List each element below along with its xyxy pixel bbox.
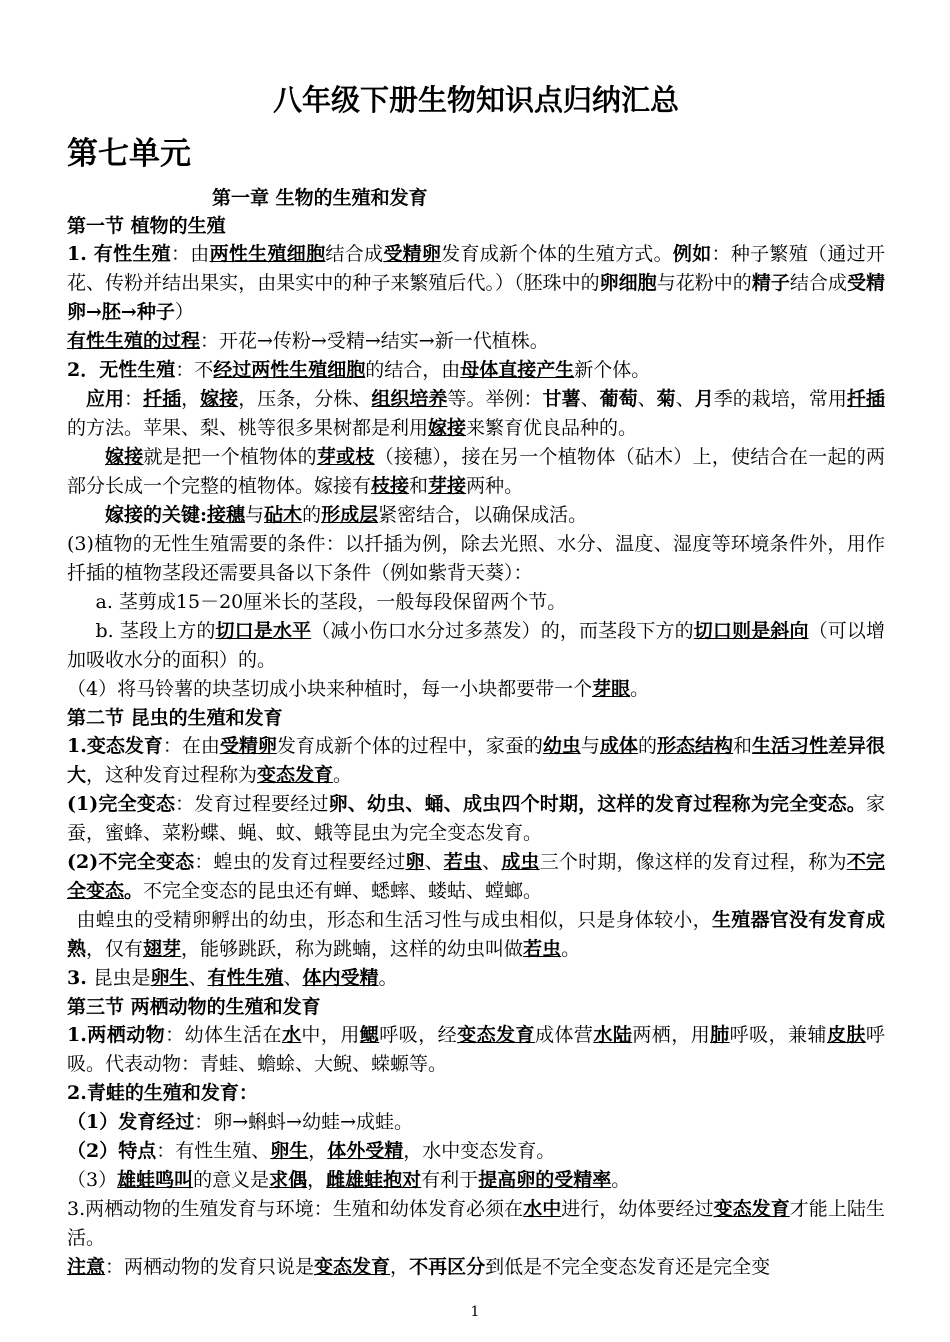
document-title: 八年级下册生物知识点归纳汇总 xyxy=(272,83,679,117)
paragraph-frog-traits: （2）特点：有性生殖、卵生，体外受精，水中变态发育。 xyxy=(67,1140,556,1162)
paragraph-sexual-reproduction: 1. 有性生殖：由两性生殖细胞结合成受精卵发育成新个体的生殖方式。例如：种子繁殖（通过开花、传粉并结出果实，由果实中的种子来繁殖后代。）（胚珠中的卵细胞与花粉中的精子结合成受精卵→胚→种子） xyxy=(67,243,885,323)
section-heading-plant-reproduction: 第一节 植物的生殖 xyxy=(67,215,226,237)
paragraph-asexual-reproduction: 2．无性生殖：不经过两性生殖细胞的结合，由母体直接产生新个体。 xyxy=(67,359,651,381)
paragraph-condition-a: a. 茎剪成15－20厘米长的茎段，一般每段保留两个节。 xyxy=(95,591,567,613)
document-page xyxy=(67,70,885,1282)
paragraph-frog-calling: （3）雄蛙鸣叫的意义是求偶，雌雄蛙抱对有利于提高卵的受精率。 xyxy=(67,1169,631,1191)
paragraph-frog-development: （1）发育经过：卵→蝌蚪→幼蛙→成蛙。 xyxy=(67,1111,413,1133)
page-number: 1 xyxy=(470,1304,480,1320)
paragraph-frog-heading: 2.青蛙的生殖和发育： xyxy=(67,1082,258,1104)
paragraph-complete-metamorphosis: (1)完全变态：发育过程要经过卵、幼虫、蛹、成虫四个时期，这样的发育过程称为完全变态。家蚕，蜜蜂、菜粉蝶、蝇、蚊、蛾等昆虫为完全变态发育。 xyxy=(67,793,885,844)
section-heading-insects: 第二节 昆虫的生殖和发育 xyxy=(67,707,283,729)
paragraph-nymph: 由蝗虫的受精卵孵出的幼虫，形态和生活习性与成虫相似，只是身体较小，生殖器官没有发育成熟，仅有翅芽，能够跳跃，称为跳蝻，这样的幼虫叫做若虫。 xyxy=(67,909,885,960)
section-heading-amphibians: 第三节 两栖动物的生殖和发育 xyxy=(67,996,321,1018)
paragraph-potato: （4）将马铃薯的块茎切成小块来种植时，每一小块都要带一个芽眼。 xyxy=(67,678,650,700)
paragraph-amphibians: 1.两栖动物：幼体生活在水中，用鳃呼吸，经变态发育成体营水陆两栖，用肺呼吸，兼辅皮肤呼吸。代表动物：青蛙、蟾蜍、大鲵、蝾螈等。 xyxy=(67,1024,885,1075)
unit-heading: 第七单元 xyxy=(67,136,191,172)
paragraph-grafting-key: 嫁接的关键:接穗与砧木的形成层紧密结合，以确保成活。 xyxy=(105,504,588,526)
chapter-heading: 第一章 生物的生殖和发育 xyxy=(212,187,428,209)
paragraph-grafting: 嫁接就是把一个植物体的芽或枝（接穗），接在另一个植物体（砧木）上，使结合在一起的两部分长成一个完整的植物体。嫁接有枝接和芽接两种。 xyxy=(67,446,885,497)
paragraph-insect-traits: 3. 昆虫是卵生、有性生殖、体内受精。 xyxy=(67,967,398,989)
paragraph-sexual-process: 有性生殖的过程：开花→传粉→受精→结实→新一代植株。 xyxy=(67,330,549,352)
paragraph-condition-b: b. 茎段上方的切口是水平（减小伤口水分过多蒸发）的，而茎段下方的切口则是斜向（可以增加吸收水分的面积）的。 xyxy=(67,620,885,671)
paragraph-cutting-conditions: (3)植物的无性生殖需要的条件：以扦插为例，除去光照、水分、温度、湿度等环境条件外，用作扦插的植物茎段还需要具备以下条件（例如紫背天葵）： xyxy=(67,533,885,584)
paragraph-note: 注意：两栖动物的发育只说是变态发育，不再区分到低是不完全变态发育还是完全变 xyxy=(67,1256,771,1278)
paragraph-amphibian-environment: 3.两栖动物的生殖发育与环境：生殖和幼体发育必须在水中进行，幼体要经过变态发育才能上陆生活。 xyxy=(67,1198,885,1249)
paragraph-incomplete-metamorphosis: (2)不完全变态：蝗虫的发育过程要经过卵、若虫、成虫三个时期，像这样的发育过程，称为不完全变态。不完全变态的昆虫还有蝉、蟋蟀、蝼蛄、螳螂。 xyxy=(67,851,885,902)
paragraph-metamorphosis: 1.变态发育：在由受精卵发育成新个体的过程中，家蚕的幼虫与成体的形态结构和生活习性差异很大，这种发育过程称为变态发育。 xyxy=(67,735,886,786)
paragraph-applications: 应用：扦插，嫁接，压条，分株、组织培养等。举例：甘薯、葡萄、菊、月季的栽培，常用扦插的方法。苹果、梨、桃等很多果树都是利用嫁接来繁育优良品种的。 xyxy=(67,388,885,439)
